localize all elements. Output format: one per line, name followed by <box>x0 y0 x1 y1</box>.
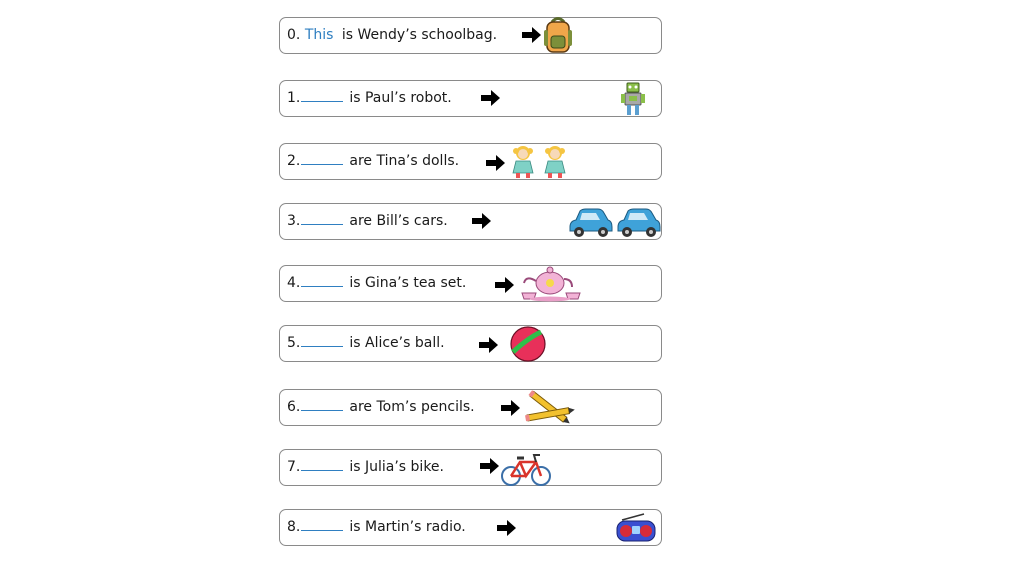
sentence-row <box>279 80 662 117</box>
item-number: 3. <box>287 213 301 229</box>
radio-icon <box>614 512 658 544</box>
arrow-right-icon <box>486 155 505 171</box>
item-number: 4. <box>287 275 301 291</box>
sentence-row <box>279 449 662 486</box>
arrow-right-icon <box>481 90 500 106</box>
arrow-right-icon <box>522 27 541 43</box>
item-number: 1. <box>287 90 301 106</box>
arrow-right-icon <box>495 277 514 293</box>
item-number: 5. <box>287 335 301 351</box>
answer-blank[interactable] <box>301 518 343 531</box>
sentence-row <box>279 203 662 240</box>
arrow-right-icon <box>501 400 520 416</box>
sentence-text: is Martin’s radio. <box>349 519 466 535</box>
cars-icon <box>566 205 662 239</box>
sentence-text: is Gina’s tea set. <box>349 275 467 291</box>
arrow-right-icon <box>480 458 499 474</box>
bike-icon <box>500 450 552 488</box>
arrow-right-icon <box>472 213 491 229</box>
answer-blank[interactable] <box>301 152 343 165</box>
sentence-row <box>279 325 662 362</box>
robot-icon <box>620 81 646 117</box>
sentence-row <box>279 143 662 180</box>
sentence-text: is Wendy’s schoolbag. <box>341 27 498 43</box>
sentence-row <box>279 17 662 54</box>
item-number: 2. <box>287 153 301 169</box>
arrow-right-icon <box>497 520 516 536</box>
sentence-row <box>279 389 662 426</box>
sentence-text: is Julia’s bike. <box>349 459 444 475</box>
item-number: 0. <box>287 27 301 43</box>
sentence-text: is Paul’s robot. <box>349 90 452 106</box>
schoolbag-icon <box>542 16 574 54</box>
item-number: 7. <box>287 459 301 475</box>
sentence-text: is Alice’s ball. <box>349 335 445 351</box>
answer-blank[interactable] <box>301 334 343 347</box>
tea-set-icon <box>516 265 588 303</box>
answer-blank[interactable] <box>301 212 343 225</box>
answer-blank[interactable] <box>301 89 343 102</box>
answer-blank[interactable] <box>301 274 343 287</box>
answer-blank[interactable] <box>301 398 343 411</box>
answer-blank[interactable] <box>301 458 343 471</box>
sentence-text: are Tom’s pencils. <box>349 399 475 415</box>
item-number: 6. <box>287 399 301 415</box>
answer-text: This <box>304 27 334 43</box>
sentence-text: are Bill’s cars. <box>349 213 448 229</box>
dolls-icon <box>508 144 572 180</box>
pencils-icon <box>525 389 575 427</box>
item-number: 8. <box>287 519 301 535</box>
sentence-row <box>279 265 662 302</box>
ball-icon <box>509 326 547 362</box>
arrow-right-icon <box>479 337 498 353</box>
sentence-row <box>279 509 662 546</box>
sentence-text: are Tina’s dolls. <box>349 153 460 169</box>
